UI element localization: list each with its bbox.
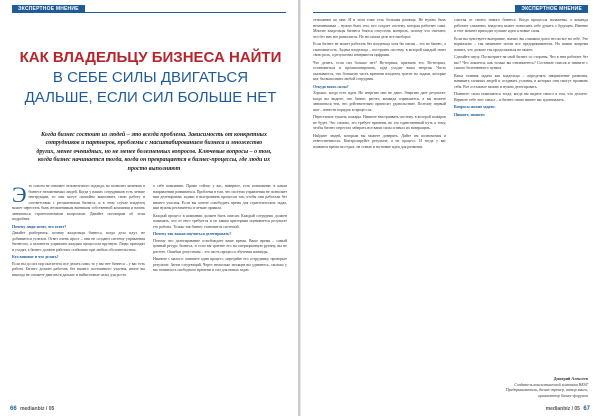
right-column-2 [454, 18, 588, 370]
headline-line-2: В СЕБЕ СИЛЫ ДВИГАТЬСЯ [52, 69, 249, 86]
section-rubric: ЭКСПЕРТНОЕ МНЕНИЕ [515, 5, 588, 13]
author-title: Создатель консалтинговой компании BEST [514, 381, 588, 387]
paragraph: счастья от своего нового бизнеса. Когда процессы налажены, а команда работает слаженно, владелец может позволить себе думать о будущем. Именно в этот момент приходят лучшие идеи и новые силы. [454, 18, 588, 33]
subheading: Почему так важно научиться делегировать? [153, 232, 232, 236]
right-column-1 [313, 18, 446, 396]
headline-line-3: ДАЛЬШЕ, ЕСЛИ СИЛ БОЛЬШЕ НЕТ [24, 89, 277, 106]
subheading: Кто виноват и что делать? [12, 255, 59, 259]
left-column-2 [153, 184, 287, 396]
magazine-issue: medianbiz / 05 [545, 406, 580, 412]
page-folio [546, 406, 590, 412]
contact-question: Пишите, звоните: [454, 112, 486, 117]
paragraph: Найдите людей, которым вы можете доверять. Дайте им полномочия и ответственность. Контролируйте результат, а не процесс. И тогда у вас появится время на отдых, на семью и на новые идеи для развития. [313, 133, 446, 149]
magazine-issue: medianbiz / 05 [20, 406, 55, 412]
page-number: 66 [10, 406, 17, 412]
paragraph: о себе компанию. Прямо сейчас у вас, наверное, есть понимание, в каком направлении развиваться. Проблема в том, что система управления не позволяет вам делегировать задачи и выстраивать процессы так, чтобы они работали без вашего участия. Если вы хотите освободить время для стратегических задач, вам нужны регламенты и четкие правила. [153, 184, 287, 210]
paragraph: Хорошо, когда есть идеи. Но энергию они не дают. Энергию дает результат: когда вы видите, что бизнес растет, команда справляется, а вы можете заниматься тем, что действительно приносит удовольствие. Поэтому первый шаг – навести порядок в процессах. [313, 91, 446, 112]
page-number: 67 [583, 406, 590, 412]
paragraph: Начните с малого: опишите один процесс, передайте его сотруднику, проверьте результат. Затем следующий. Через несколько месяцев вы удивитесь, сколько у вас появилось свободного времени и сил для новых задач. [153, 257, 287, 272]
contact-question: Вопросы можно задать: [454, 105, 496, 109]
article-lead: Когда бизнес состоит из людей – это всегда проблема. Зависимость от конкретных сотрудников и партнеров, проблемы с масштабированием бизнеса и множество других, менее очевидных, но не менее болезненных вопросов. Ключевые вопросы – о том, когда бизнес начинается тогда, когда он превращается в бизнес-процессы, где люди их просто выполняют [36, 132, 272, 172]
paragraph: Если вы чувствуете выгорание, значит, вы слишком долго несли все на себе. Это нормально – так начинают почти все предприниматели. Но важно вовремя понять, что дальше так продолжаться не может. [454, 36, 588, 52]
subheading: Откуда взять силы? [313, 84, 349, 89]
author-name: Дмитрий Алексеев [553, 376, 588, 381]
section-rubric: ЭКСПЕРТНОЕ МНЕНИЕ [12, 5, 85, 13]
paragraph: Помните: силы появляются тогда, когда вы видите смысл в том, что делаете. Верните себе этот смысл – и бизнес снова начнет вас вдохновлять. [454, 92, 588, 102]
drop-cap: Э [12, 184, 27, 207]
paragraph: Если бизнес не может работать без владельца хотя бы месяц – это не бизнес, а самозанятость. Задача владельца – построить систему, в которой каждый знает свою роль, а результаты измеряются цифрами. [313, 42, 446, 57]
paragraph: Что делать, если сил больше нет? Во-первых, признать это. Во-вторых, остановиться и проанализировать, куда уходит ваша энергия. Часто оказывается, что большую часть времени владелец тратит на задачи, которые мог бы выполнять любой сотрудник. [313, 60, 446, 81]
paragraph: Ваша главная задача как владельца – определять направление развития, нанимать сильных людей и создавать условия, в которых они смогут проявить себя. Все остальное можно и нужно делегировать. [454, 73, 588, 89]
right-page [301, 0, 600, 416]
author-signature [468, 376, 588, 398]
paragraph: Давайте разберемся, почему владельцы бизнеса, когда дела идут, не добиваются успехов. Ответ очень прост – они не создают систему управления бизнесом, а пытаются управлять каждым процессом вручную. Люди приходят и уходят, а бизнес должен работать стабильно при любых обстоятельствах. [12, 231, 145, 252]
rubric-rule [12, 12, 286, 13]
paragraph: Потому что делегирование освобождает ваше время. Ваше время – самый ценный ресурс бизнеса, и если вы тратите его на операционную рутину, вы не растете. Ошибки допустимы – это часть процесса обучения команды. [153, 238, 287, 254]
author-title: организатор бизнес-форумов [537, 392, 588, 398]
rubric-rule [313, 12, 588, 13]
author-title: Предприниматель, бизнес-тренер, автор книги, [505, 387, 588, 392]
page-folio [10, 406, 54, 412]
paragraph: Каждый процесс в компании должен быть описан. Каждый сотрудник должен понимать, что от него требуется и по каким критериям оценивается результат его работы. Только так бизнес становится системой. [153, 213, 287, 229]
paragraph: Перестаньте тушить пожары. Начните выстраивать систему, в которой пожаров не будет. Это сложно, это требует времени, но это единственный путь к тому, чтобы бизнес перестал забирать все ваши силы и начал их возвращать. [313, 115, 446, 130]
left-page [0, 0, 299, 416]
paragraph: то совсем не означает человеческого подхода, но позволит заменить в бизнесе незаменимых людей. Когда у ваших сотрудников есть четкие инструкции, то они могут спокойно выполнять свою работу в соответствии с регламентами бизнеса, и в этом случае владелец может перестать быть незаменимым винтиком собственной компании и начать заниматься стратегическими вопросами. Давайте поговорим об этом подробнее. [12, 184, 145, 221]
paragraph: Если вы до сих пор пытаетесь все делать сами, то у вас нет бизнеса – у вас есть работа. Бизнес должен работать без вашего постоянного участия, иначе вы никогда не сможете двигаться дальше и найти новые силы для роста. [12, 261, 145, 277]
headline-line-1: КАК ВЛАДЕЛЬЦУ БИЗНЕСА НАЙТИ [19, 49, 282, 66]
left-column-1 [12, 184, 145, 396]
subheading: Почему люди хотят, что хотят? [12, 224, 67, 229]
paragraph: отношение ко мне. И в этом тоже есть большая разница. Не нужно быть незаменимым – нужно быть тем, кто создает систему, которая работает сама. Многие владельцы бизнеса боятся отпустить контроль, потому что считают, что без них все развалится. Но на самом деле все наоборот. [313, 18, 446, 39]
article-headline [8, 48, 293, 108]
paragraph: Сделайте паузу. Посмотрите на свой бизнес со стороны. Что в нем работает без вас? Что ломается, как только вы отвлекаетесь? Составьте список и начните с самого болезненного пункта. [454, 55, 588, 70]
